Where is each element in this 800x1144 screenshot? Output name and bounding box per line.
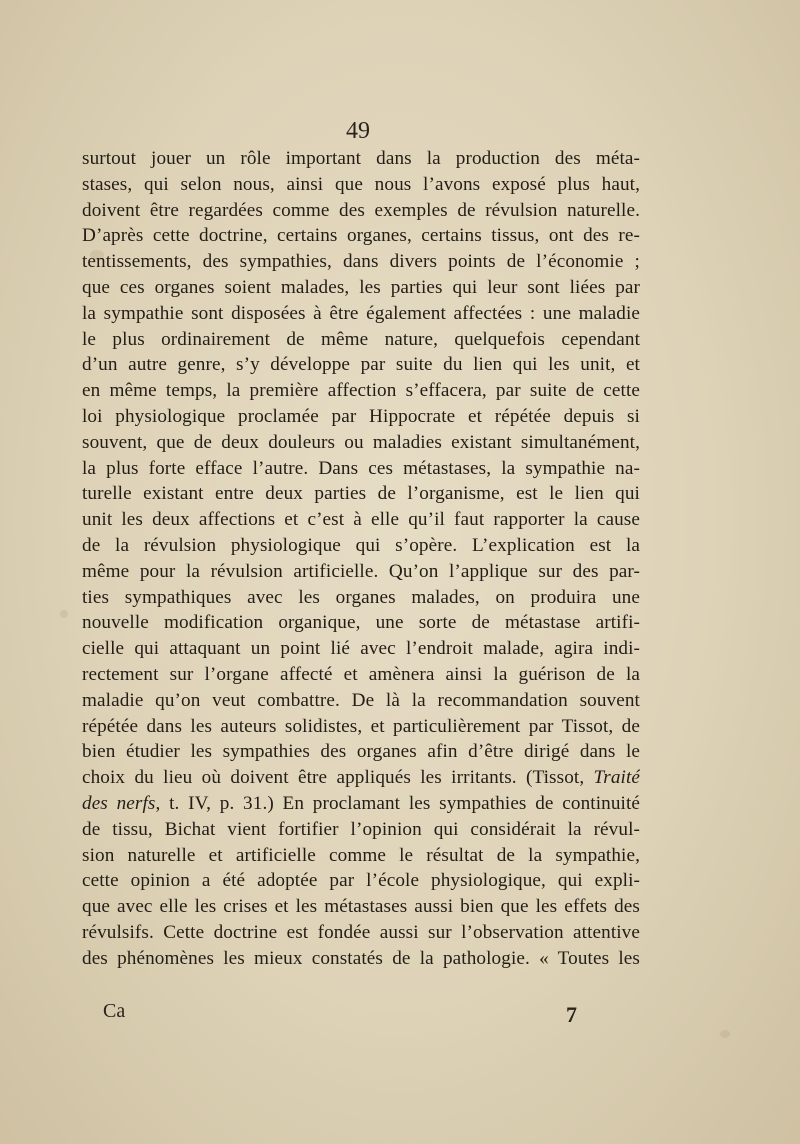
text-line-citation bbox=[82, 765, 640, 791]
text-line: la sympathie sont disposées à être également affectées : une maladie bbox=[82, 302, 640, 324]
text-line: la plus forte efface l’autre. Dans ces métastases, la sympathie na- bbox=[82, 457, 640, 479]
text-line: nouvelle modification organique, une sorte de métastase artifi- bbox=[82, 612, 640, 634]
text-line: souvent, que de deux douleurs ou maladies existant simultanément, bbox=[82, 431, 640, 453]
text-line: loi physiologique proclamée par Hippocrate et répétée depuis si bbox=[82, 405, 640, 427]
text-line: stases, qui selon nous, ainsi que nous l’avons exposé plus haut, bbox=[82, 173, 640, 195]
text-line: de tissu, Bichat vient fortifier l’opinion qui considérait la révul- bbox=[82, 818, 640, 840]
italic-title-fragment: Traité bbox=[593, 767, 640, 789]
text-line: doivent être regardées comme des exemples de révulsion naturelle. bbox=[82, 199, 640, 221]
text-line: bien étudier les sympathies des organes afin d’être dirigé dans le bbox=[82, 741, 640, 763]
signature-mark: Ca bbox=[103, 1000, 126, 1022]
text-line: d’un autre genre, s’y développe par suite du lien qui les unit, et bbox=[82, 354, 640, 376]
body-text bbox=[82, 146, 640, 972]
text-line: répétée dans les auteurs solidistes, et particulièrement par Tissot, de bbox=[82, 715, 640, 737]
text-line: même pour la révulsion artificielle. Qu’on l’applique sur des par- bbox=[82, 560, 640, 582]
text-line: unit les deux affections et c’est à elle qu’il faut rapporter la cause bbox=[82, 509, 640, 531]
text-line: ties sympathiques avec les organes malades, on produira une bbox=[82, 586, 640, 608]
text-line: en même temps, la première affection s’effacera, par suite de cette bbox=[82, 380, 640, 402]
text-line: tentissements, des sympathies, dans divers points de l’économie ; bbox=[82, 251, 640, 273]
text-line: que ces organes soient malades, les parties qui leur sont liées par bbox=[82, 276, 640, 298]
text-line: rectement sur l’organe affecté et amènera ainsi la guérison de la bbox=[82, 663, 640, 685]
text-line: que avec elle les crises et les métastases aussi bien que les effets des bbox=[82, 896, 640, 918]
text-line: sion naturelle et artificielle comme le résultat de la sympathie, bbox=[82, 844, 640, 866]
text-line: de la révulsion physiologique qui s’opère. L’explication est la bbox=[82, 534, 640, 556]
text-line: turelle existant entre deux parties de l’organisme, est le lien qui bbox=[82, 483, 640, 505]
text-line-citation bbox=[82, 791, 640, 817]
text-line: des phénomènes les mieux constatés de la pathologie. « Toutes les bbox=[82, 947, 640, 969]
text-line: révulsifs. Cette doctrine est fondée aussi sur l’observation attentive bbox=[82, 921, 640, 943]
gathering-number: 7 bbox=[566, 1002, 577, 1027]
page-number: 49 bbox=[346, 118, 370, 144]
text-line: cielle qui attaquant un point lié avec l’endroit malade, agira indi- bbox=[82, 638, 640, 660]
text-fragment: choix du lieu où doivent être appliqués les irritants. (Tissot, bbox=[82, 767, 594, 789]
text-line: le plus ordinairement de même nature, quelquefois cependant bbox=[82, 328, 640, 350]
text-line: cette opinion a été adoptée par l’école physiologique, qui expli- bbox=[82, 870, 640, 892]
text-line: D’après cette doctrine, certains organes, certains tissus, ont des re- bbox=[82, 225, 640, 247]
text-line: surtout jouer un rôle important dans la production des méta- bbox=[82, 148, 640, 169]
italic-title-fragment: des nerfs bbox=[82, 792, 156, 814]
text-fragment: , t. IV, p. 31.) En proclamant les sympathies de continuité bbox=[155, 792, 640, 814]
text-line: maladie qu’on veut combattre. De là la recommandation souvent bbox=[82, 689, 640, 711]
